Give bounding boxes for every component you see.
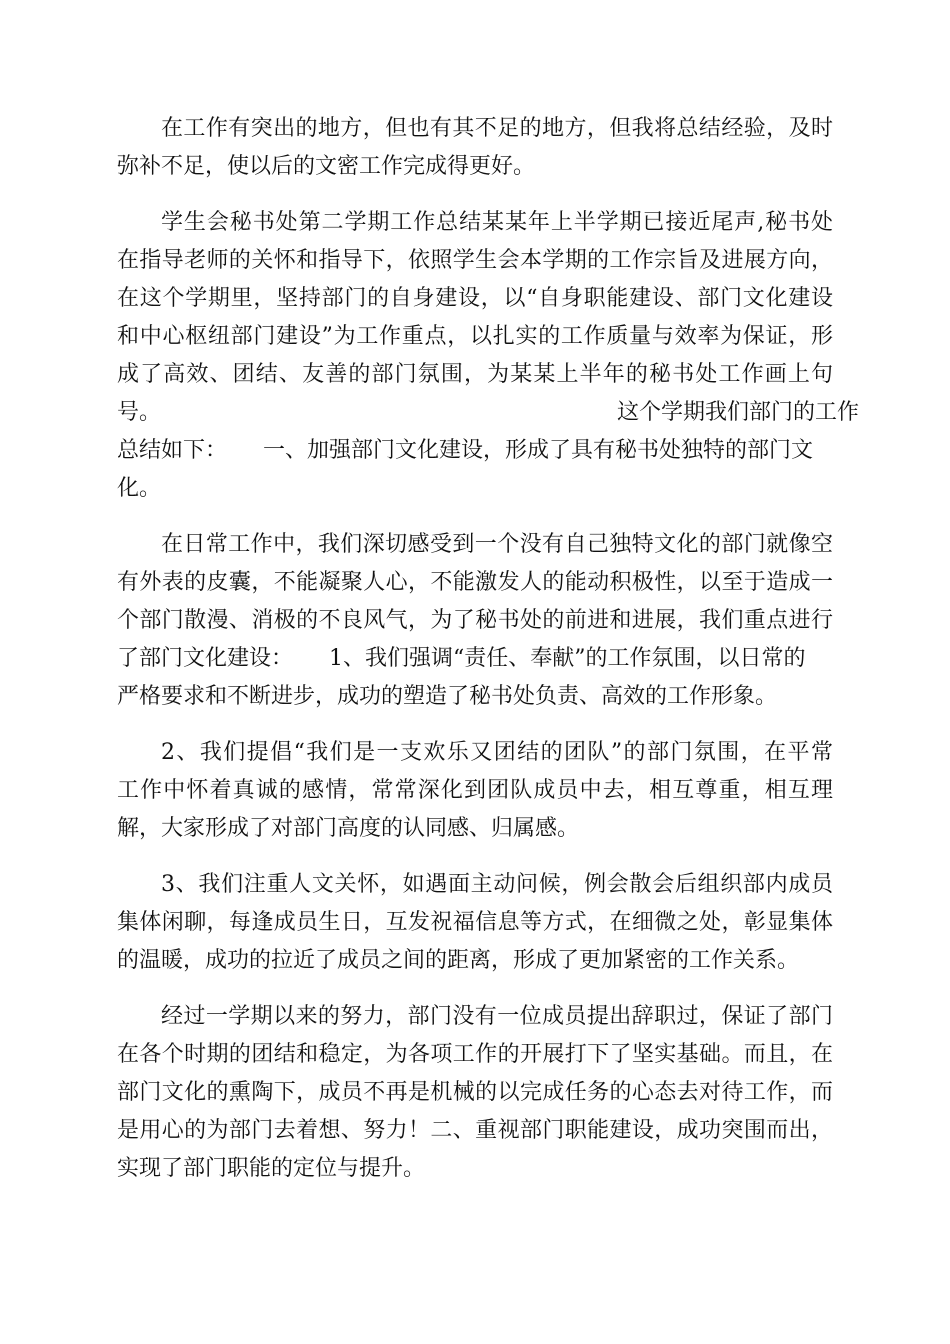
text-fragment: 号。 (117, 400, 162, 425)
document-page (117, 110, 860, 1206)
paragraph-4 (117, 734, 833, 848)
paragraph-6 (117, 998, 833, 1188)
text-line: 在各个时期的团结和稳定，为各项工作的开展打下了坚实基础。而且，在 (117, 1042, 833, 1067)
text-fragment: 1、我们强调“责任、奉献”的工作氛围，以日常的 (329, 646, 806, 671)
text-fragment: 总结如下： (117, 438, 228, 463)
text-fragment: 这个学期我们部门的工作 (617, 400, 860, 425)
text-line: 在工作有突出的地方，但也有其不足的地方，但我将总结经验，及时 (161, 116, 833, 141)
text-line: 成了高效、团结、友善的部门氛围，为某某上半年的秘书处工作画上句 (117, 362, 833, 387)
paragraph-3 (117, 526, 833, 716)
text-line: 是用心的为部门去着想、努力！二、重视部门职能建设，成功突围而出， (117, 1118, 833, 1143)
text-line: 有外表的皮囊，不能凝聚人心，不能激发人的能动积极性，以至于造成一 (117, 570, 833, 595)
text-fragment: 了部门文化建设： (117, 646, 294, 671)
text-line: 化。 (117, 476, 162, 501)
text-line: 经过一学期以来的努力，部门没有一位成员提出辞职过，保证了部门 (161, 1004, 833, 1029)
text-line: 的温暖，成功的拉近了成员之间的距离，形成了更加紧密的工作关系。 (117, 948, 800, 973)
text-line: 弥补不足，使以后的文密工作完成得更好。 (117, 154, 536, 179)
paragraph-5 (117, 866, 833, 980)
text-line-split (117, 640, 833, 678)
text-line: 工作中怀着真诚的感情，常常深化到团队成员中去，相互尊重，相互理 (117, 778, 833, 803)
text-line: 个部门散漫、消极的不良风气，为了秘书处的前进和进展，我们重点进行 (117, 608, 833, 633)
text-line: 学生会秘书处第二学期工作总结某某年上半学期已接近尾声,秘书处 (161, 210, 833, 235)
text-line: 集体闲聊，每逢成员生日，互发祝福信息等方式，在细微之处，彰显集体 (117, 910, 833, 935)
text-line: 部门文化的熏陶下，成员不再是机械的以完成任务的心态去对待工作，而 (117, 1080, 833, 1105)
text-line: 严格要求和不断进步，成功的塑造了秘书处负责、高效的工作形象。 (117, 684, 778, 709)
text-line: 在这个学期里，坚持部门的自身建设，以“自身职能建设、部门文化建设 (117, 286, 833, 311)
text-fragment: 一、加强部门文化建设，形成了具有秘书处独特的部门文 (263, 438, 814, 463)
text-line: 在指导老师的关怀和指导下，依照学生会本学期的工作宗旨及进展方向， (117, 248, 833, 273)
text-line: 2、我们提倡“我们是一支欢乐又团结的团队”的部门氛围，在平常 (161, 740, 833, 765)
text-line-split (117, 394, 860, 432)
text-line-split (117, 432, 833, 470)
text-line: 实现了部门职能的定位与提升。 (117, 1156, 426, 1181)
paragraph-1 (117, 110, 833, 186)
text-line: 和中心枢纽部门建设”为工作重点，以扎实的工作质量与效率为保证，形 (117, 324, 833, 349)
text-line: 解，大家形成了对部门高度的认同感、归属感。 (117, 816, 580, 841)
text-line: 3、我们注重人文关怀，如遇面主动问候，例会散会后组织部内成员 (161, 872, 833, 897)
paragraph-2 (117, 204, 860, 508)
text-line: 在日常工作中，我们深切感受到一个没有自己独特文化的部门就像空 (161, 532, 833, 557)
